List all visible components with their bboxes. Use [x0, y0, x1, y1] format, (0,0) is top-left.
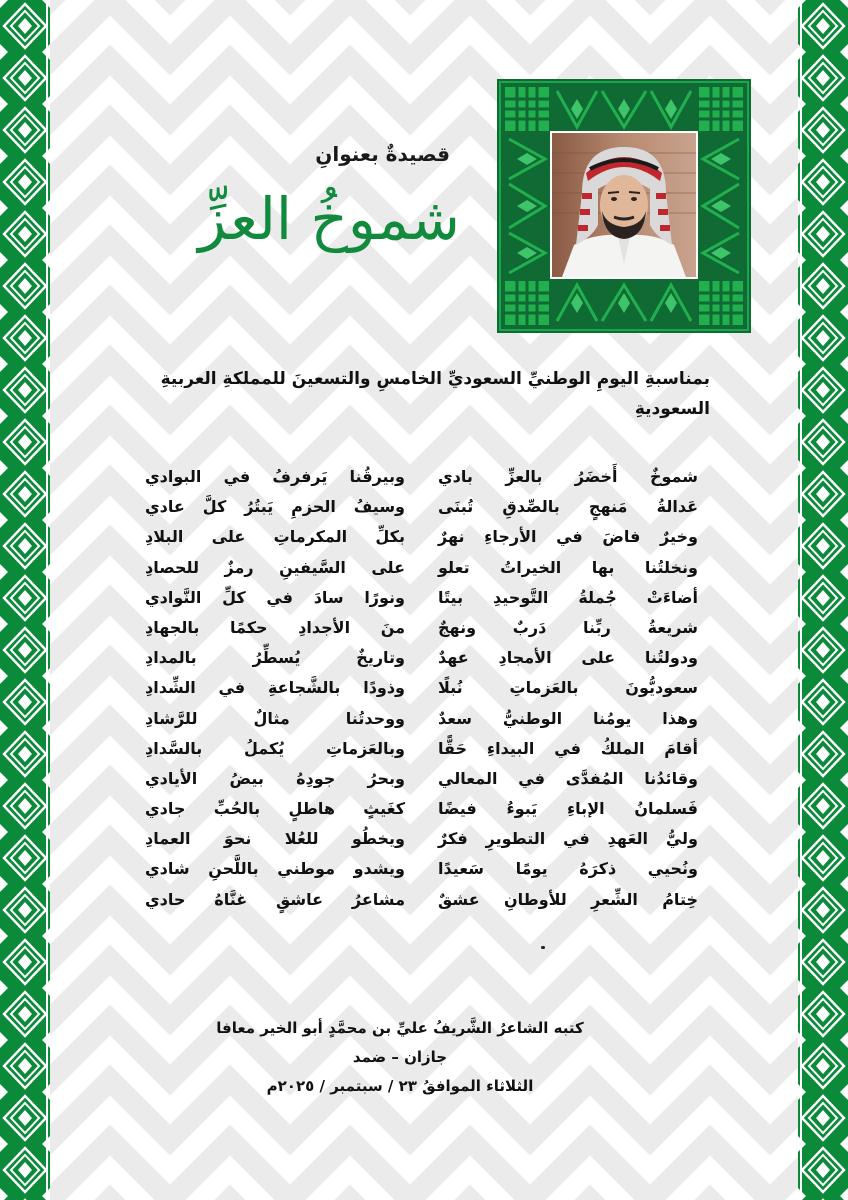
occasion-text: بمناسبةِ اليومِ الوطنيِّ السعوديِّ الخامسِ والتسعينَ للمملكةِ العربيةِ السعوديةِ [160, 369, 710, 419]
verse-second: ونورًا سادَ في كلِّ النَّوادي [145, 587, 405, 607]
verse-second: وبالعَزماتِ يُكملُ بالسَّدادِ [145, 738, 405, 758]
verse-second: كغَيثٍ هاطلٍ بالحُبِّ جادي [145, 799, 405, 819]
poem-title: شموخُ العزِّ [198, 185, 460, 253]
verse-second: ويخطُو للعُلا نحوَ العمادِ [145, 829, 405, 849]
verse-first: أضاءَتْ جُملةُ التَّوحيدِ بيتًا [438, 587, 698, 607]
verse-second: ويشدو موطني باللَّحنِ شادي [145, 859, 405, 879]
end-dot [541, 946, 545, 949]
verse-first: شموخٌ أَخضَرُ بالعزِّ بادي [438, 467, 698, 486]
verse-second: منَ الأجدادِ حكمًا بالجهادِ [145, 617, 405, 637]
verse-first: وخيرٌ فاضَ في الأرجاءِ نهرٌ [438, 527, 698, 547]
verse-second: وتاريخٌ يُسطِّرُ بالمدادِ [145, 648, 405, 668]
verse-first: وليُّ العَهدِ في التطويرِ فكرٌ [438, 829, 698, 849]
left-border-ornament [0, 0, 50, 1200]
verse-first: شريعةُ ربِّنا دَربٌ ونهجٌ [438, 617, 698, 637]
place-line: جازان – ضمد [352, 1048, 448, 1066]
verse-first: وهذا يومُنا الوطنيُّ سعدٌ [438, 708, 698, 728]
date-line: الثلاثاء الموافقُ ٢٣ / سبتمبر / ٢٠٢٥م [266, 1077, 534, 1095]
verse-second: وبحرُ جودِهُ بيضُ الأيادي [145, 768, 405, 788]
poem-first-hemistichs [438, 462, 698, 915]
right-border-ornament [798, 0, 848, 1200]
poem-subtitle: قصيدةٌ بعنوانِ [315, 142, 450, 166]
verse-second: وسيفُ الحزمِ يَبتُرُ كلَّ عادي [145, 497, 405, 517]
author-line: كتبه الشاعرُ الشَّريفُ عليِّ بن محمَّدٍ أبو الخير معافا [216, 1019, 584, 1037]
verse-first: أقامَ الملكُ في البيداءِ حَقًّا [438, 738, 698, 758]
verse-second: ووحدتُنا مثالٌ للرَّشادِ [145, 708, 405, 728]
verse-first: سعوديُّونَ بالعَزماتِ نُبلًا [438, 678, 698, 698]
verse-second: مشاعرُ عاشقٍ غنَّاهُ حادي [145, 889, 405, 909]
verse-first: ودولتُنا على الأمجادِ عهدٌ [438, 648, 698, 668]
verse-second: وبيرقُنا يَرفرفُ في البوادي [145, 467, 405, 486]
verse-first: عَدالةُ مَنهجٍ بالصِّدقِ تُبنَى [438, 497, 698, 517]
verse-first: فَسلمانُ الإباءِ يَبوءُ فيضًا [438, 799, 698, 819]
verse-first: خِتامُ الشِّعرِ للأوطانِ عشقٌ [438, 889, 698, 909]
poem-second-hemistichs [145, 462, 405, 915]
verse-second: وذودًا بالشَّجاعةِ في الشِّدادِ [145, 678, 405, 698]
verse-second: على السَّيفينِ رمزٌ للحصادِ [145, 557, 405, 577]
verse-first: ونُحيي ذكرَهُ يومًا سَعيدًا [438, 859, 698, 879]
verse-first: ونخلتُنا بها الخيراتُ تعلو [438, 557, 698, 577]
signature-block [200, 1014, 600, 1101]
verse-first: وقائدُنا المُفدَّى في المعالي [438, 768, 698, 788]
verse-second: بكلِّ المكرماتِ على البلادِ [145, 527, 405, 547]
